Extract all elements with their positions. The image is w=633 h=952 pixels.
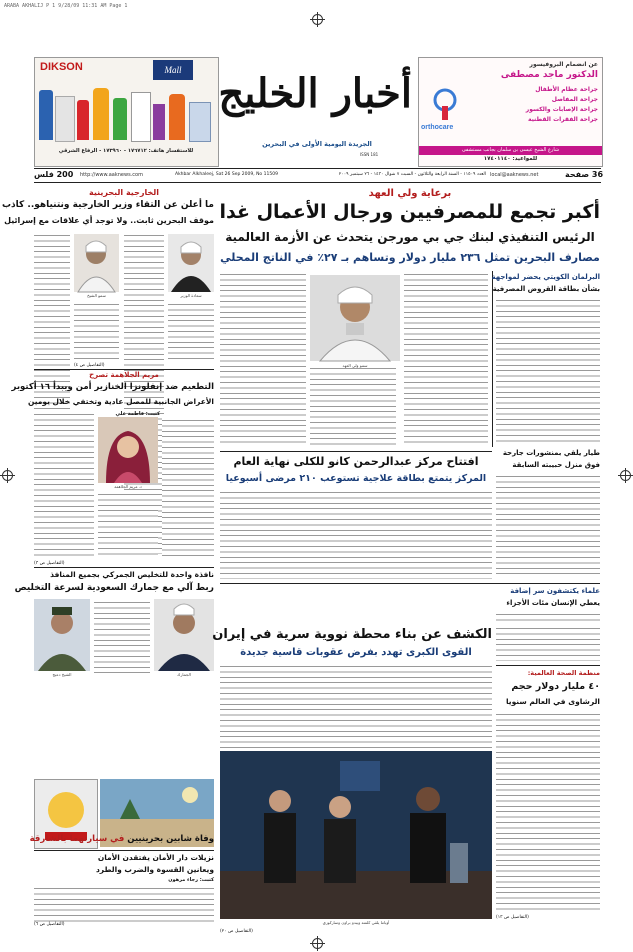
registration-mark-bottom — [312, 938, 323, 949]
main-photo — [310, 275, 400, 361]
bottom-head-text: وفاة شابين بحرينيين — [127, 834, 214, 844]
main-kicker: برعاية ولي العهد — [368, 188, 452, 199]
product-bottles — [39, 82, 213, 144]
center-text-1 — [220, 489, 492, 579]
right-follow: (التفاصيل ص ١٣) — [496, 915, 529, 920]
left-photo-4-caption: الشيخ دعيج — [52, 672, 72, 677]
left-writer: كتبت: فاطمة علي — [115, 411, 160, 417]
right-ad-doctor: الدكتور ماجد مصطفى — [500, 70, 598, 80]
portrait-icon — [34, 599, 90, 671]
portrait-icon — [154, 599, 214, 671]
left-story-3-text-b — [34, 681, 214, 769]
right-head-4[interactable]: فوق منزل حبيبته السابقة — [512, 461, 600, 469]
right-ad-lines — [478, 85, 598, 125]
left-head-1[interactable]: ما أعلن عن التقاء وزير الخارجية ونتنياهو.. كاذب — [2, 200, 214, 210]
right-head-2[interactable]: بشأن بطاقة القروض المصرفية — [492, 285, 600, 293]
leaders-press-conference-icon — [220, 751, 492, 919]
portrait-icon — [168, 234, 214, 292]
main-col-divider — [492, 271, 493, 447]
right-head-1[interactable]: البرلمان الكويتي يحضر لمواجهة — [491, 273, 600, 281]
orthocare-label: orthocare — [421, 124, 454, 131]
left-photo-1 — [74, 234, 119, 292]
mall-logo-text: Mall — [164, 65, 182, 75]
main-story — [220, 185, 600, 625]
bottom-sub[interactable]: نزيلات دار الأمان يفتقدن الأمان — [97, 853, 214, 862]
left-ad-phones: للاستفسار هاتف: ١٧٦٧١٢ - ١٧٣٩٦٠ - الرفاع الشرقي — [58, 148, 194, 154]
right-head-7[interactable]: منظمة الصحة العالمية: — [527, 669, 600, 677]
dikson-logo: DIKSON — [40, 61, 83, 73]
iran-photo — [220, 751, 492, 919]
right-head-8[interactable]: ٤٠ مليار دولار حجم — [511, 681, 600, 692]
right-text-5 — [496, 711, 600, 911]
website: http://www.aaknews.com — [80, 172, 143, 178]
mall-logo — [153, 60, 193, 80]
left-photo-3 — [98, 417, 158, 483]
main-sub-2[interactable]: مصارف البحرين تمثل ٢٣٦ مليار دولار وتساهم بـ ٢٧٪ في الناتج المحلي — [220, 251, 600, 264]
right-ad-line: جراحة الإصابات والكسور — [525, 106, 598, 113]
masthead-title: أخبار الخليج — [218, 70, 412, 117]
dateline: العدد ١١٥٠٩ - السنة الرابعة والثلاثون - السبت ٧ شوال ١٤٣٠ - ٢٦ سبتمبر ٢٠٠٩ — [338, 172, 486, 177]
left-kicker-2: مريم الجلاهمة تصرح — [89, 371, 159, 379]
center-divider-2 — [220, 583, 600, 584]
main-headline[interactable]: أكبر تجمع للمصرفيين ورجال الأعمال غدا — [219, 201, 600, 223]
right-head-3[interactable]: طيار يلقي بمنشورات جارحة — [502, 449, 600, 457]
center-head-4[interactable]: القوى الكبرى تهدد بفرض عقوبات قاسية جديدة — [240, 647, 472, 658]
center-head-3[interactable]: الكشف عن بناء محطة نووية سرية في إيران — [212, 627, 492, 642]
dateline-rule-top — [34, 168, 601, 169]
bottom-sub-2[interactable]: ويعانين القسوة والضرب والطرد — [95, 865, 214, 874]
right-text-3 — [496, 611, 600, 625]
main-text-col-a — [220, 271, 306, 447]
left-photo-5 — [154, 599, 214, 671]
left-divider-2 — [34, 567, 214, 568]
left-divider-1 — [34, 369, 214, 370]
right-head-9[interactable]: الرشاوى في العالم سنويا — [505, 697, 600, 706]
bottom-headline[interactable] — [29, 834, 214, 844]
center-follow: (التفاصيل ص ٢٠) — [220, 929, 253, 934]
left-story-2-text-c — [98, 491, 158, 559]
right-divider — [496, 665, 600, 666]
registration-mark-right — [620, 470, 631, 481]
left-head-2[interactable]: موقف البحرين ثابت.. ولا توجد أي علاقات مع إسرائيل — [4, 216, 214, 225]
left-head-3[interactable]: التطعيم ضد إنفلونزا الخنازير أمن ويبدأ ١٦ أكتوبر — [11, 382, 214, 392]
orthocare-logo — [423, 82, 467, 126]
portrait-icon — [74, 234, 119, 292]
main-photo-caption: سمو ولي العهد — [342, 363, 368, 368]
left-photo-2-caption: سعادة الوزير — [180, 293, 202, 298]
left-story-1-text-c — [168, 301, 214, 361]
main-text-col-c — [404, 271, 488, 447]
left-story-1-text-d — [74, 301, 119, 361]
bottom-writer: كتبت: رجاء مرهون — [168, 877, 214, 883]
left-kicker: الخارجية البحرينية — [89, 188, 159, 197]
iran-text — [220, 663, 492, 749]
iran-photo-caption: أوباما يلقي كلمته ويبدو براون وساركوزي — [322, 920, 390, 925]
print-meta: ARABA AKHALIJ P 1 9/28/09 11:31 AM Page 1 — [4, 3, 128, 9]
left-head-4[interactable]: الأعراض الجانبية للمصل عادية وتختفي خلال يومين — [27, 397, 214, 406]
masthead — [0, 0, 632, 190]
right-ad-title: عن انضمام البروفيسور — [529, 61, 598, 68]
dateline-en: Akhbar Alkhaleej, Sat 26 Sep 2009, No 11509 — [175, 172, 278, 177]
dateline-rule-bottom — [34, 182, 601, 183]
crown-prince-portrait-icon — [310, 275, 400, 361]
right-text-1 — [496, 297, 600, 445]
main-text-col-b — [310, 365, 396, 447]
price: 200 فلس — [34, 170, 74, 179]
right-text-4 — [496, 625, 600, 661]
masthead-right-ad[interactable] — [418, 57, 603, 167]
left-follow-1: (التفاصيل ص ٤) — [74, 363, 105, 368]
issn-label: ISSN 181 — [360, 152, 379, 157]
left-photo-2 — [168, 234, 214, 292]
registration-mark-left — [2, 470, 13, 481]
right-ad-phone: للمواعيد: ١٧٤٠١١٤٠ — [483, 156, 538, 162]
email: local@aaknews.net — [490, 172, 539, 178]
center-divider-1 — [220, 451, 492, 452]
masthead-subtitle: الجريدة اليومية الأولى في البحرين — [262, 140, 372, 148]
masthead-left-ad[interactable] — [34, 57, 219, 167]
bottom-text — [34, 885, 214, 925]
left-head-6[interactable]: ربط آلي مع جمارك السعودية لسرعة التخليص — [14, 583, 214, 593]
orthocare-icon — [423, 82, 467, 126]
left-photo-4 — [34, 599, 90, 671]
left-story-3-text-a — [94, 599, 150, 677]
left-photo-1-caption: سمو الشيخ — [87, 293, 106, 298]
right-ad-address: شارع الشيخ عيسى بن سلمان بجانب مستشفى — [419, 146, 602, 155]
right-column-lower — [496, 625, 600, 930]
main-sub-1[interactable]: الرئيس التنفيذي لبنك جي بي مورجن يتحدث عن الأزمة العالمية — [225, 230, 595, 244]
right-ad-line: جراحة المفاصل — [551, 96, 598, 103]
bottom-kicker-text: في سيارتهما بالشارقة — [29, 834, 125, 844]
right-ad-line: جراحة الفقرات القطنية — [527, 116, 598, 123]
iran-story — [212, 625, 492, 930]
center-head-2[interactable]: المركز يتمتع بطاقة علاجية تستوعب ٢١٠ مرضى أسبوعيا — [225, 473, 487, 484]
center-head-1[interactable]: افتتاح مركز عبدالرحمن كانو للكلى نهاية العام — [233, 455, 479, 468]
left-photo-5-caption: الجمارك — [177, 672, 191, 677]
left-head-5[interactable]: نافذة واحدة للتخليص الجمركي بجميع المنافذ — [50, 570, 214, 579]
left-story-2-text-a — [34, 411, 94, 559]
left-follow-2: (التفاصيل ص ٣) — [34, 561, 65, 566]
right-head-6[interactable]: يعطي الإنسان مئات الأجزاء — [506, 599, 600, 607]
portrait-icon — [98, 417, 158, 483]
page-count: 36 صفحة — [565, 170, 604, 179]
right-ad-line: جراحة عظام الأطفال — [535, 86, 598, 93]
right-text-2 — [496, 473, 600, 575]
bottom-follow: (التفاصيل ص ٦) — [34, 922, 65, 927]
left-story-2-text-b — [162, 417, 214, 559]
right-head-5[interactable]: علماء يكتشفون سر إضافة — [510, 587, 600, 595]
left-photo-3-caption: د. مريم الجلاهمة — [114, 484, 142, 489]
left-column — [2, 185, 214, 930]
bottom-divider — [34, 850, 214, 851]
bottom-story — [34, 850, 214, 930]
